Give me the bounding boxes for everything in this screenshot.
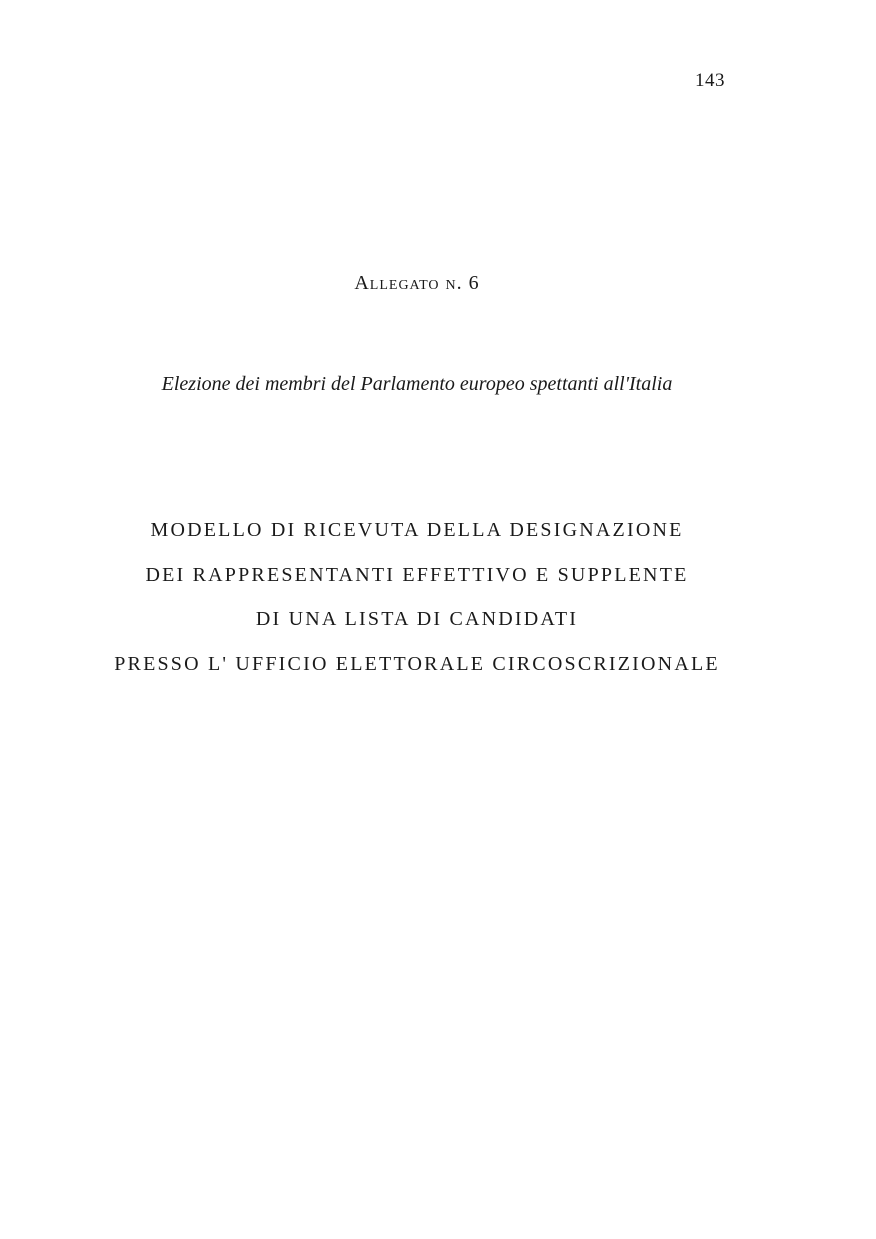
page-number: 143 — [695, 70, 725, 91]
annex-title: Allegato n. 6 — [354, 272, 480, 294]
heading-line: PRESSO L' UFFICIO ELETTORALE CIRCOSCRIZIONALE — [114, 652, 720, 675]
heading-line: MODELLO DI RICEVUTA DELLA DESIGNAZIONE — [150, 519, 684, 541]
heading-line: DEI RAPPRESENTANTI EFFETTIVO E SUPPLENTE — [145, 563, 689, 586]
model-heading — [0, 508, 834, 686]
heading-line: DI UNA LISTA DI CANDIDATI — [255, 608, 579, 630]
document-subtitle: Elezione dei membri del Parlamento europeo spettanti all'Italia — [161, 373, 673, 395]
